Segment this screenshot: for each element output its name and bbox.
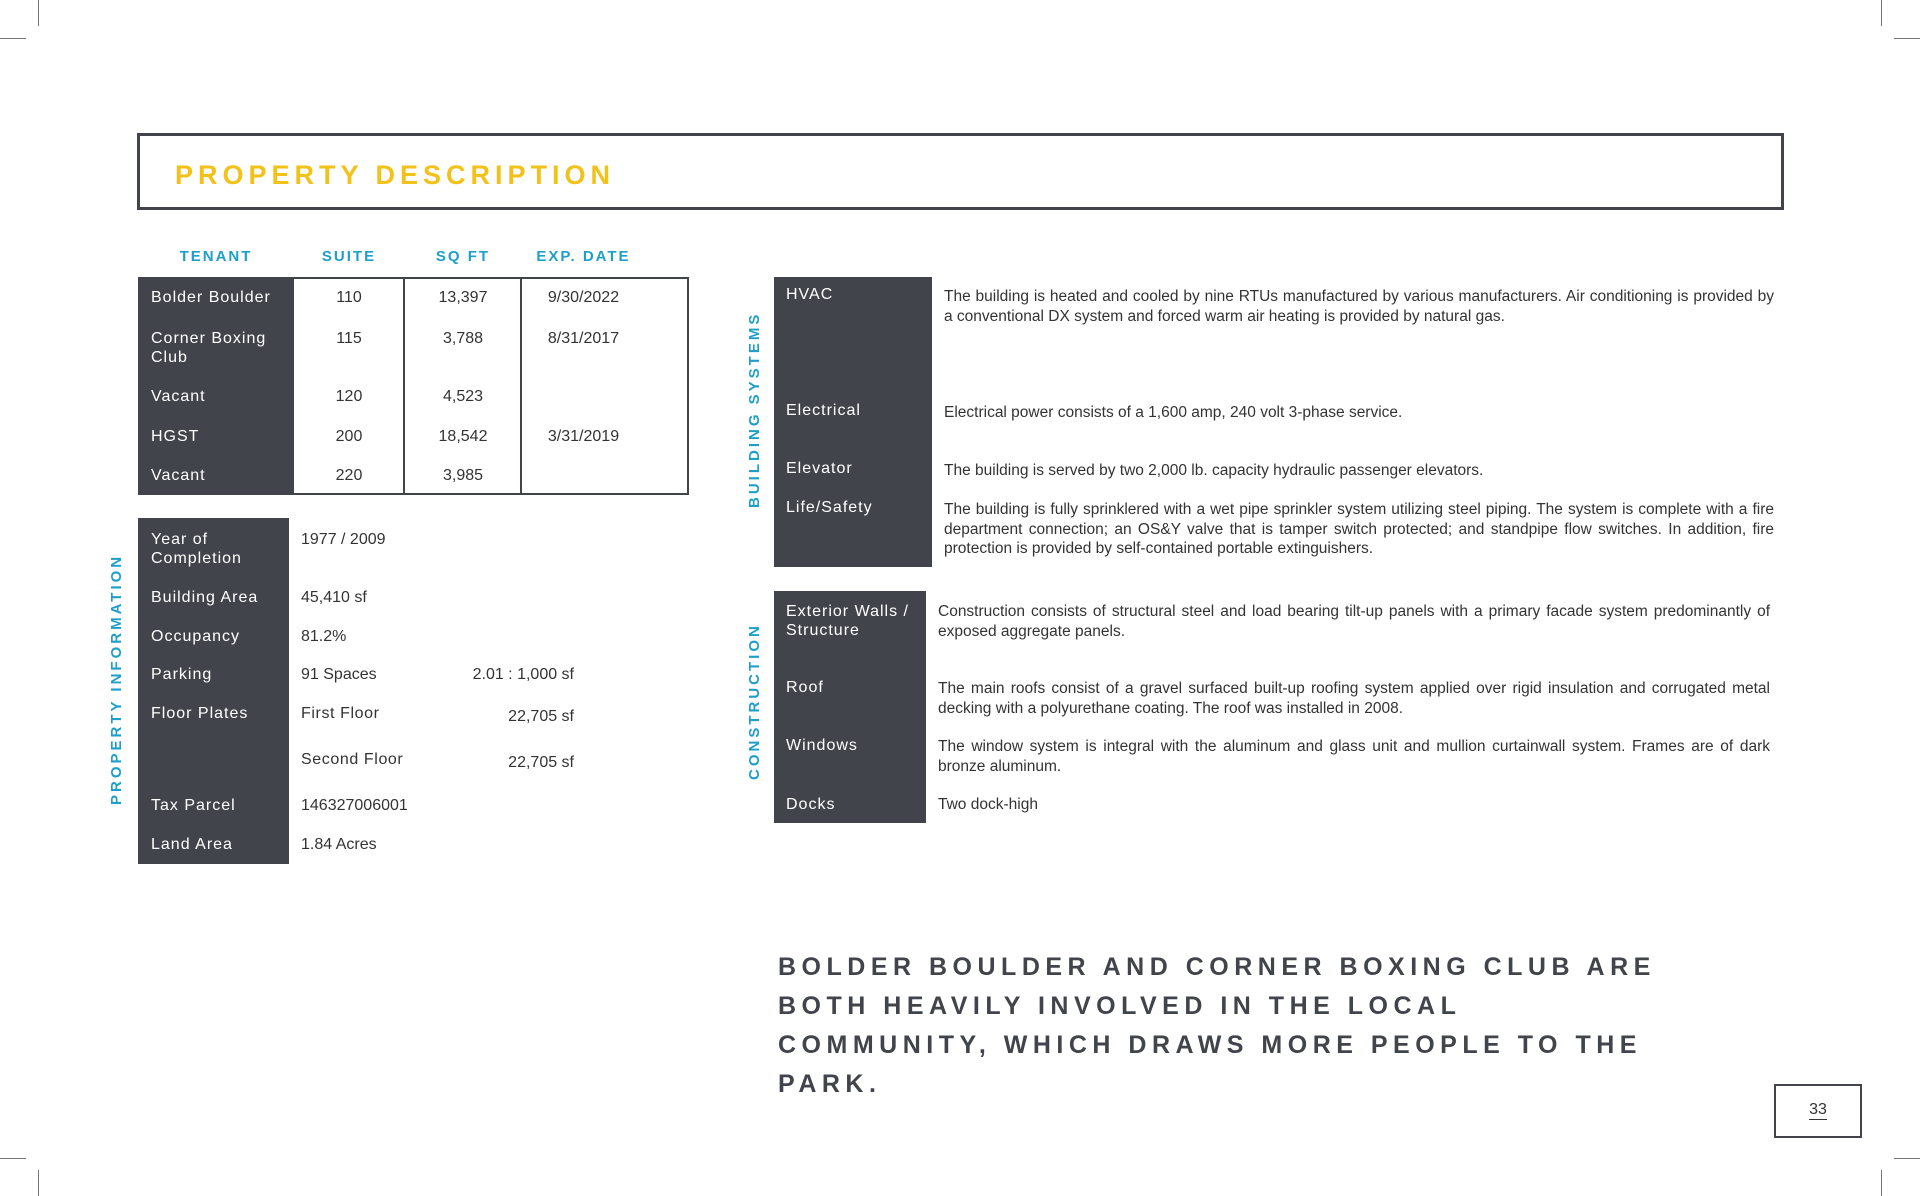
tenant-sqft: 18,542: [438, 428, 488, 445]
property-information-label: PROPERTY INFORMATION: [108, 553, 125, 805]
tenant-table: [138, 277, 689, 495]
tenant-name-column: [140, 279, 294, 493]
property-info-label: Occupancy: [151, 628, 241, 645]
building-system-description: The building is served by two 2,000 lb. capacity hydraulic passenger elevators.: [944, 462, 1484, 479]
tenant-sqft: 3,985: [442, 467, 484, 484]
highlight-quote: BOLDER BOULDER AND CORNER BOXING CLUB ARE BOTH HEAVILY INVOLVED IN THE LOCAL COMMUNITY, WHICH DRAWS MORE PEOPLE TO THE PARK.: [778, 953, 1656, 1098]
property-info-label: Floor Plates: [151, 705, 249, 722]
tenant-exp-date: 8/31/2017: [547, 330, 620, 347]
tenant-name: Vacant: [151, 467, 206, 484]
property-info-extra: 2.01 : 1,000 sf: [472, 666, 574, 683]
tenant-name: HGST: [151, 428, 200, 445]
crop-mark: [1881, 0, 1882, 26]
building-system-label: Life/Safety: [786, 499, 873, 516]
property-info-label: Tax Parcel: [151, 797, 236, 814]
property-info-value: First Floor: [301, 705, 380, 722]
building-systems-label: BUILDING SYSTEMS: [746, 311, 763, 508]
property-info-value: 81.2%: [301, 628, 347, 645]
property-info-value: 91 Spaces: [301, 666, 377, 683]
construction-label: Roof: [786, 679, 824, 696]
crop-mark: [1894, 38, 1920, 39]
property-info-label: Building Area: [151, 589, 259, 606]
tenant-name: Bolder Boulder: [151, 289, 271, 306]
crop-mark: [0, 38, 26, 39]
construction-label: Windows: [786, 737, 858, 754]
property-info-value: Second Floor: [301, 751, 404, 768]
tenant-suite: 200: [335, 428, 363, 445]
page-number-box: [1774, 1084, 1862, 1138]
building-system-label: Elevator: [786, 460, 853, 477]
property-info-value: 1977 / 2009: [301, 531, 386, 548]
tenant-exp-date: 9/30/2022: [547, 289, 620, 306]
property-info-label: Year of Completion: [151, 531, 242, 567]
tenant-name: Vacant: [151, 388, 206, 405]
building-systems-label-column: [774, 277, 932, 567]
construction-label: CONSTRUCTION: [746, 623, 763, 780]
property-info-value: 45,410 sf: [301, 589, 367, 606]
header-exp-date: EXP. DATE: [536, 248, 631, 265]
construction-description: The main roofs consist of a gravel surfaced built-up roofing system applied over rigid insulation and corrugated metal decking with a polyurethane coating. The roof was installed in 2008.: [938, 680, 1770, 717]
building-system-label: Electrical: [786, 402, 861, 419]
title-box: [137, 133, 1784, 210]
tenant-sqft: 13,397: [438, 289, 488, 306]
building-system-description: The building is fully sprinklered with a wet pipe sprinkler system utilizing steel piping. The system is complete with a fire department connection; an OS&Y valve that is tamper switch protected; and standpipe flow switches. In addition, fire protection is provided by self-contained portable extinguishers.: [944, 501, 1774, 557]
page-title: PROPERTY DESCRIPTION: [175, 160, 616, 190]
crop-mark: [38, 0, 39, 26]
property-info-extra: 22,705 sf: [508, 754, 574, 771]
column-divider: [520, 279, 522, 493]
tenant-suite: 220: [335, 467, 363, 484]
tenant-sqft: 3,788: [442, 330, 484, 347]
property-info-value: 1.84 Acres: [301, 836, 377, 853]
construction-label: Exterior Walls / Structure: [786, 603, 909, 639]
building-system-description: Electrical power consists of a 1,600 amp, 240 volt 3-phase service.: [944, 404, 1403, 421]
property-info-extra: 22,705 sf: [508, 708, 574, 725]
building-system-description: The building is heated and cooled by nine RTUs manufactured by various manufacturers. Air conditioning is provided by a conventional DX system and forced warm air heating is provided by natural gas.: [944, 288, 1774, 325]
property-info-label: Land Area: [151, 836, 233, 853]
construction-label: Docks: [786, 796, 836, 813]
building-system-label: HVAC: [786, 286, 834, 303]
crop-mark: [38, 1170, 39, 1196]
header-suite: SUITE: [321, 248, 377, 265]
tenant-sqft: 4,523: [442, 388, 484, 405]
header-sqft: SQ FT: [435, 248, 491, 265]
tenant-exp-date: 3/31/2019: [547, 428, 620, 445]
construction-description: Construction consists of structural steel and load bearing tilt-up panels with a primary facade system predominantly of exposed aggregate panels.: [938, 603, 1770, 640]
tenant-suite: 110: [336, 289, 362, 306]
construction-description: The window system is integral with the aluminum and glass unit and mullion curtainwall system. Frames are of dark bronze aluminum.: [938, 738, 1770, 775]
tenant-suite: 120: [335, 388, 363, 405]
page-number: 33: [1809, 1101, 1827, 1118]
property-info-value: 146327006001: [301, 797, 408, 814]
header-tenant: TENANT: [179, 248, 253, 265]
crop-mark: [1894, 1158, 1920, 1159]
crop-mark: [1881, 1170, 1882, 1196]
column-divider: [403, 279, 405, 493]
property-info-label: Parking: [151, 666, 213, 683]
tenant-name: Corner Boxing Club: [151, 330, 267, 366]
crop-mark: [0, 1158, 26, 1159]
tenant-suite: 115: [336, 330, 362, 347]
construction-description: Two dock-high: [938, 796, 1038, 813]
